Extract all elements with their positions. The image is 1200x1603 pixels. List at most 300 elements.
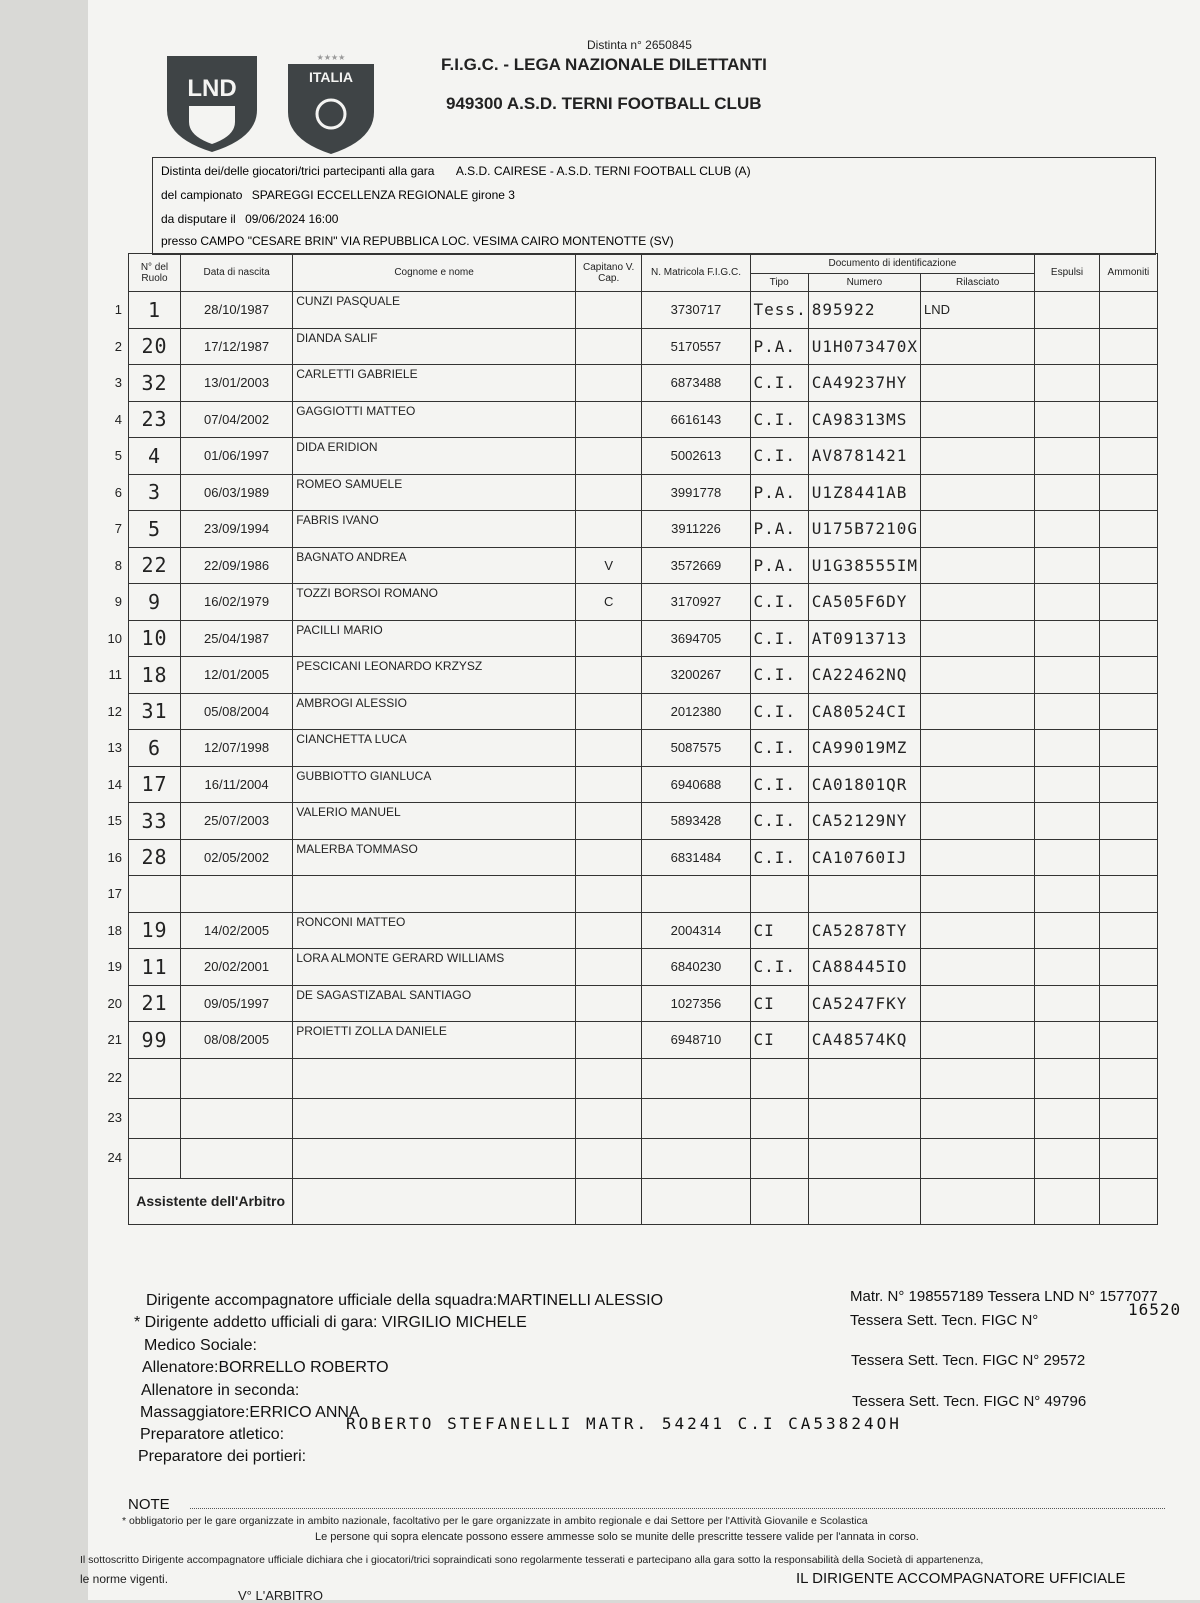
name-cell: PACILLI MARIO [293,620,576,657]
svg-text:ITALIA: ITALIA [308,69,354,85]
club-title: 949300 A.S.D. TERNI FOOTBALL CLUB [446,94,762,113]
espulsi-cell [1035,803,1099,840]
doc-type-cell: C.I. [750,438,808,475]
ruolo-cell: 32 [129,365,181,402]
doc-number-cell: AT0913713 [808,620,920,657]
name-cell [293,1098,576,1138]
col-documento: Documento di identificazione [750,254,1035,274]
doc-number-cell: CA80524CI [808,693,920,730]
row-number: 5 [114,447,122,463]
matricola-cell: 6948710 [642,1022,750,1059]
ammoniti-cell [1099,730,1157,767]
doc-number-cell: CA5247FKY [808,985,920,1022]
name-cell: PESCICANI LEONARDO KRZYSZ [293,657,576,694]
doc-type-cell: C.I. [750,730,808,767]
row-number: 8 [114,557,122,573]
doc-type-cell: C.I. [750,620,808,657]
captain-cell: V [575,547,642,584]
doc-issuer-cell [920,1058,1034,1098]
row-number: 12 [107,703,122,719]
col-matricola: N. Matricola F.I.G.C. [642,254,750,292]
espulsi-cell [1035,876,1099,913]
row-number: 24 [107,1150,122,1165]
birthdate-cell: 12/01/2005 [180,657,292,694]
ruolo-cell: 6 [129,730,181,767]
doc-type-cell: C.I. [750,693,808,730]
ruolo-cell: 17 [129,766,181,803]
birthdate-cell: 22/09/1986 [180,547,292,584]
captain-cell [575,1098,642,1138]
doc-number-cell: CA52878TY [808,912,920,949]
ruolo-cell: 4 [129,438,181,475]
note-obbligatorio: * obbligatorio per le gare organizzate in ambito nazionale, facoltativo per le gare organizzate in ambito regionale e dai Settore per l'Attività Giovanile e Scolastica [122,1515,868,1527]
espulsi-cell [1035,693,1099,730]
portieri-line: Preparatore dei portieri: [138,1448,307,1465]
ammoniti-cell [1099,620,1157,657]
match-info-box [152,157,1156,255]
doc-issuer-cell [920,547,1034,584]
doc-number-cell: CA22462NQ [808,657,920,694]
name-cell: DIDA ERIDION [293,438,576,475]
birthdate-cell: 28/10/1987 [180,292,292,329]
addetto-tessera: Tessera Sett. Tecn. FIGC N° [850,1312,1039,1329]
doc-number-cell [808,1138,920,1178]
captain-cell [575,401,642,438]
birthdate-cell [180,1098,292,1138]
doc-issuer-cell [920,401,1034,438]
captain-cell [575,1138,642,1178]
doc-issuer-cell: LND [920,292,1034,329]
ruolo-cell: 9 [129,584,181,621]
player-row [129,803,1158,840]
doc-number-cell: U1H073470X [808,328,920,365]
row-number: 1 [114,301,122,317]
doc-type-cell: C.I. [750,584,808,621]
ruolo-cell: 21 [129,985,181,1022]
birthdate-cell [180,1138,292,1178]
doc-number-cell: U1Z8441AB [808,474,920,511]
doc-issuer-cell [920,912,1034,949]
doc-type-cell: Tess. [750,292,808,329]
player-row [129,584,1158,621]
espulsi-cell [1035,912,1099,949]
ammoniti-cell [1099,584,1157,621]
birthdate-cell: 09/05/1997 [180,985,292,1022]
espulsi-cell [1035,620,1099,657]
name-cell: TOZZI BORSOI ROMANO [293,584,576,621]
matricola-cell: 3170927 [642,584,750,621]
assistant-label: Assistente dell'Arbitro [129,1178,293,1224]
row-number: 13 [107,739,122,755]
doc-number-cell: U1G38555IM [808,547,920,584]
birthdate-cell [180,876,292,913]
note-line [190,1508,1165,1509]
col-rilasciato: Rilasciato [920,274,1034,292]
doc-issuer-cell [920,365,1034,402]
birthdate-cell: 16/02/1979 [180,584,292,621]
player-row [129,876,1158,913]
row-number: 20 [107,995,122,1011]
col-tipo: Tipo [750,274,808,292]
italia-figc-logo [282,50,380,154]
captain-cell [575,511,642,548]
player-row [129,547,1158,584]
ammoniti-cell [1099,839,1157,876]
doc-type-cell: P.A. [750,328,808,365]
ruolo-cell: 10 [129,620,181,657]
doc-issuer-cell [920,584,1034,621]
name-cell: VALERIO MANUEL [293,803,576,840]
ammoniti-cell [1099,328,1157,365]
captain-cell [575,949,642,986]
player-row [129,766,1158,803]
matricola-cell: 3572669 [642,547,750,584]
ammoniti-cell [1099,803,1157,840]
ammoniti-cell [1099,474,1157,511]
players-table [128,253,1158,1225]
captain-cell [575,730,642,767]
captain-cell [575,985,642,1022]
espulsi-cell [1035,474,1099,511]
doc-issuer-cell [920,730,1034,767]
row-number: 23 [107,1110,122,1125]
ammoniti-cell [1099,547,1157,584]
matricola-cell: 3694705 [642,620,750,657]
ammoniti-cell [1099,1058,1157,1098]
row-number: 4 [114,411,122,427]
birthdate-cell: 08/08/2005 [180,1022,292,1059]
ammoniti-cell [1099,1098,1157,1138]
espulsi-cell [1035,766,1099,803]
doc-number-cell: CA01801QR [808,766,920,803]
doc-number-cell: CA49237HY [808,365,920,402]
matricola-cell: 2012380 [642,693,750,730]
venue: presso CAMPO "CESARE BRIN" VIA REPUBBLICA LOC. VESIMA CAIRO MONTENOTTE (SV) [161,234,674,248]
ammoniti-cell [1099,949,1157,986]
name-cell [293,876,576,913]
ammoniti-cell [1099,438,1157,475]
captain-cell [575,693,642,730]
row-number: 10 [107,630,122,646]
espulsi-cell [1035,328,1099,365]
row-number: 6 [114,484,122,500]
col-nascita: Data di nascita [180,254,292,292]
espulsi-cell [1035,584,1099,621]
lnd-logo [163,50,261,154]
row-number: 7 [114,520,122,536]
name-cell: AMBROGI ALESSIO [293,693,576,730]
note-label: NOTE [128,1496,170,1513]
birthdate-cell: 25/04/1987 [180,620,292,657]
doc-number-cell [808,876,920,913]
allenatore-tessera: Tessera Sett. Tecn. FIGC N° 29572 [851,1352,1086,1369]
doc-number-cell: U175B7210G [808,511,920,548]
doc-type-cell: C.I. [750,365,808,402]
espulsi-cell [1035,511,1099,548]
matricola-cell: 3200267 [642,657,750,694]
doc-type-cell: P.A. [750,547,808,584]
captain-cell [575,1058,642,1098]
player-row [129,657,1158,694]
name-cell: GAGGIOTTI MATTEO [293,401,576,438]
ammoniti-cell [1099,876,1157,913]
doc-issuer-cell [920,474,1034,511]
matricola-cell: 5893428 [642,803,750,840]
col-nome: Cognome e nome [293,254,576,292]
dirigente-signature-label: IL DIRIGENTE ACCOMPAGNATORE UFFICIALE [796,1570,1126,1587]
matricola-cell: 6840230 [642,949,750,986]
doc-issuer-cell [920,1138,1034,1178]
doc-type-cell: CI [750,985,808,1022]
espulsi-cell [1035,1058,1099,1098]
birthdate-cell: 20/02/2001 [180,949,292,986]
row-number: 15 [107,812,122,828]
doc-issuer-cell [920,657,1034,694]
doc-type-cell: C.I. [750,803,808,840]
doc-issuer-cell [920,949,1034,986]
ruolo-cell: 31 [129,693,181,730]
ruolo-cell [129,1098,181,1138]
ruolo-cell: 28 [129,839,181,876]
doc-type-cell: C.I. [750,949,808,986]
ruolo-cell: 1 [129,292,181,329]
matricola-cell: 3991778 [642,474,750,511]
doc-issuer-cell [920,766,1034,803]
player-row [129,438,1158,475]
espulsi-cell [1035,949,1099,986]
doc-number-cell: AV8781421 [808,438,920,475]
birthdate-cell: 14/02/2005 [180,912,292,949]
name-cell: RONCONI MATTEO [293,912,576,949]
col-ruolo: N° del Ruolo [129,254,181,292]
ruolo-cell: 20 [129,328,181,365]
matricola-cell: 5087575 [642,730,750,767]
birthdate-cell: 23/09/1994 [180,511,292,548]
doc-type-cell: C.I. [750,401,808,438]
doc-number-cell: CA98313MS [808,401,920,438]
ruolo-cell [129,876,181,913]
espulsi-cell [1035,657,1099,694]
doc-number-cell: CA88445IO [808,949,920,986]
matricola-cell: 3730717 [642,292,750,329]
referee-signature-label: V° L'ARBITRO [238,1588,323,1603]
espulsi-cell [1035,839,1099,876]
ammoniti-cell [1099,401,1157,438]
captain-cell [575,766,642,803]
captain-cell [575,803,642,840]
player-row [129,839,1158,876]
ruolo-cell: 18 [129,657,181,694]
player-row [129,511,1158,548]
doc-issuer-cell [920,328,1034,365]
birthdate-cell: 02/05/2002 [180,839,292,876]
ammoniti-cell [1099,1022,1157,1059]
dirigente-tessera: Matr. N° 198557189 Tessera LND N° 1577077 [850,1288,1158,1305]
matricola-cell: 5002613 [642,438,750,475]
matricola-cell: 6831484 [642,839,750,876]
name-cell: DIANDA SALIF [293,328,576,365]
matricola-cell [642,876,750,913]
matricola-cell: 6873488 [642,365,750,402]
ruolo-cell: 11 [129,949,181,986]
captain-cell [575,839,642,876]
distinta-number: Distinta n° 2650845 [587,38,692,52]
espulsi-cell [1035,547,1099,584]
row-number: 17 [107,885,122,901]
massaggiatore-line: Massaggiatore:ERRICO ANNA [140,1404,360,1421]
row-number: 9 [114,593,122,609]
col-capitano: Capitano V. Cap. [575,254,642,292]
player-row [129,1022,1158,1059]
name-cell: LORA ALMONTE GERARD WILLIAMS [293,949,576,986]
doc-issuer-cell [920,438,1034,475]
ammoniti-cell [1099,985,1157,1022]
ruolo-cell: 33 [129,803,181,840]
ammoniti-cell [1099,912,1157,949]
birthdate-cell [180,1058,292,1098]
birthdate-cell: 07/04/2002 [180,401,292,438]
medico-line: Medico Sociale: [144,1337,257,1354]
doc-type-cell [750,1098,808,1138]
match-teams: A.S.D. CAIRESE - A.S.D. TERNI FOOTBALL CLUB (A) [455,164,751,178]
espulsi-cell [1035,1022,1099,1059]
player-row [129,985,1158,1022]
date-label: da disputare il [161,212,236,226]
campionato-value: SPAREGGI ECCELLENZA REGIONALE girone 3 [251,188,515,202]
player-row [129,949,1158,986]
name-cell: BAGNATO ANDREA [293,547,576,584]
matricola-cell [642,1058,750,1098]
matricola-cell: 2004314 [642,912,750,949]
espulsi-cell [1035,401,1099,438]
name-cell: CARLETTI GABRIELE [293,365,576,402]
player-row [129,1138,1158,1178]
name-cell: CUNZI PASQUALE [293,292,576,329]
doc-issuer-cell [920,803,1034,840]
date-value: 09/06/2024 16:00 [245,212,339,226]
player-row [129,401,1158,438]
col-espulsi: Espulsi [1035,254,1099,292]
birthdate-cell: 12/07/1998 [180,730,292,767]
doc-number-cell: CA48574KQ [808,1022,920,1059]
doc-issuer-cell [920,985,1034,1022]
col-numero: Numero [808,274,920,292]
preparatore-line: Preparatore atletico: [140,1426,285,1443]
massaggiatore-tessera: Tessera Sett. Tecn. FIGC N° 49796 [852,1393,1087,1410]
player-row [129,328,1158,365]
birthdate-cell: 06/03/1989 [180,474,292,511]
ruolo-cell: 22 [129,547,181,584]
col-ammoniti: Ammoniti [1099,254,1157,292]
doc-type-cell: P.A. [750,474,808,511]
doc-issuer-cell [920,620,1034,657]
birthdate-cell: 25/07/2003 [180,803,292,840]
preparatore-handwritten: ROBERTO STEFANELLI MATR. 54241 C.I CA53824OH [346,1414,902,1433]
ammoniti-cell [1099,657,1157,694]
addetto-handwritten-number: 16520 [1128,1300,1182,1319]
captain-cell: C [575,584,642,621]
doc-type-cell: C.I. [750,657,808,694]
row-number: 11 [108,666,122,682]
name-cell: ROMEO SAMUELE [293,474,576,511]
captain-cell [575,365,642,402]
matricola-cell: 3911226 [642,511,750,548]
doc-type-cell: C.I. [750,766,808,803]
doc-number-cell: 895922 [808,292,920,329]
doc-number-cell: CA99019MZ [808,730,920,767]
player-row [129,620,1158,657]
ruolo-cell: 19 [129,912,181,949]
doc-issuer-cell [920,511,1034,548]
espulsi-cell [1035,730,1099,767]
player-row [129,693,1158,730]
ammoniti-cell [1099,292,1157,329]
matricola-cell: 5170557 [642,328,750,365]
ruolo-cell: 3 [129,474,181,511]
matricola-cell: 6940688 [642,766,750,803]
ruolo-cell [129,1138,181,1178]
ammoniti-cell [1099,1138,1157,1178]
doc-issuer-cell [920,1022,1034,1059]
player-row [129,292,1158,329]
match-label: Distinta dei/delle giocatori/trici partecipanti alla gara [161,164,435,178]
doc-issuer-cell [920,839,1034,876]
player-row [129,365,1158,402]
doc-number-cell [808,1058,920,1098]
espulsi-cell [1035,438,1099,475]
matricola-cell [642,1098,750,1138]
name-cell: GUBBIOTTO GIANLUCA [293,766,576,803]
doc-type-cell: C.I. [750,839,808,876]
espulsi-cell [1035,1098,1099,1138]
name-cell: CIANCHETTA LUCA [293,730,576,767]
name-cell: MALERBA TOMMASO [293,839,576,876]
player-row [129,474,1158,511]
ruolo-cell: 99 [129,1022,181,1059]
doc-type-cell [750,876,808,913]
row-number: 22 [107,1070,122,1085]
doc-type-cell: CI [750,1022,808,1059]
birthdate-cell: 05/08/2004 [180,693,292,730]
addetto-line: * Dirigente addetto ufficiali di gara: VIRGILIO MICHELE [134,1314,527,1331]
name-cell [293,1058,576,1098]
captain-cell [575,876,642,913]
name-cell: DE SAGASTIZABAL SANTIAGO [293,985,576,1022]
birthdate-cell: 13/01/2003 [180,365,292,402]
doc-type-cell: CI [750,912,808,949]
birthdate-cell: 01/06/1997 [180,438,292,475]
espulsi-cell [1035,365,1099,402]
captain-cell [575,438,642,475]
doc-type-cell [750,1138,808,1178]
name-cell [293,1138,576,1178]
name-cell: FABRIS IVANO [293,511,576,548]
espulsi-cell [1035,1138,1099,1178]
ruolo-cell: 23 [129,401,181,438]
player-row [129,1058,1158,1098]
doc-number-cell [808,1098,920,1138]
ammoniti-cell [1099,766,1157,803]
ammoniti-cell [1099,693,1157,730]
player-row [129,730,1158,767]
declaration-end: le norme vigenti. [80,1572,169,1586]
seconda-line: Allenatore in seconda: [141,1382,300,1399]
matricola-cell: 1027356 [642,985,750,1022]
row-number: 21 [107,1031,122,1047]
player-row [129,912,1158,949]
name-cell: PROIETTI ZOLLA DANIELE [293,1022,576,1059]
espulsi-cell [1035,985,1099,1022]
